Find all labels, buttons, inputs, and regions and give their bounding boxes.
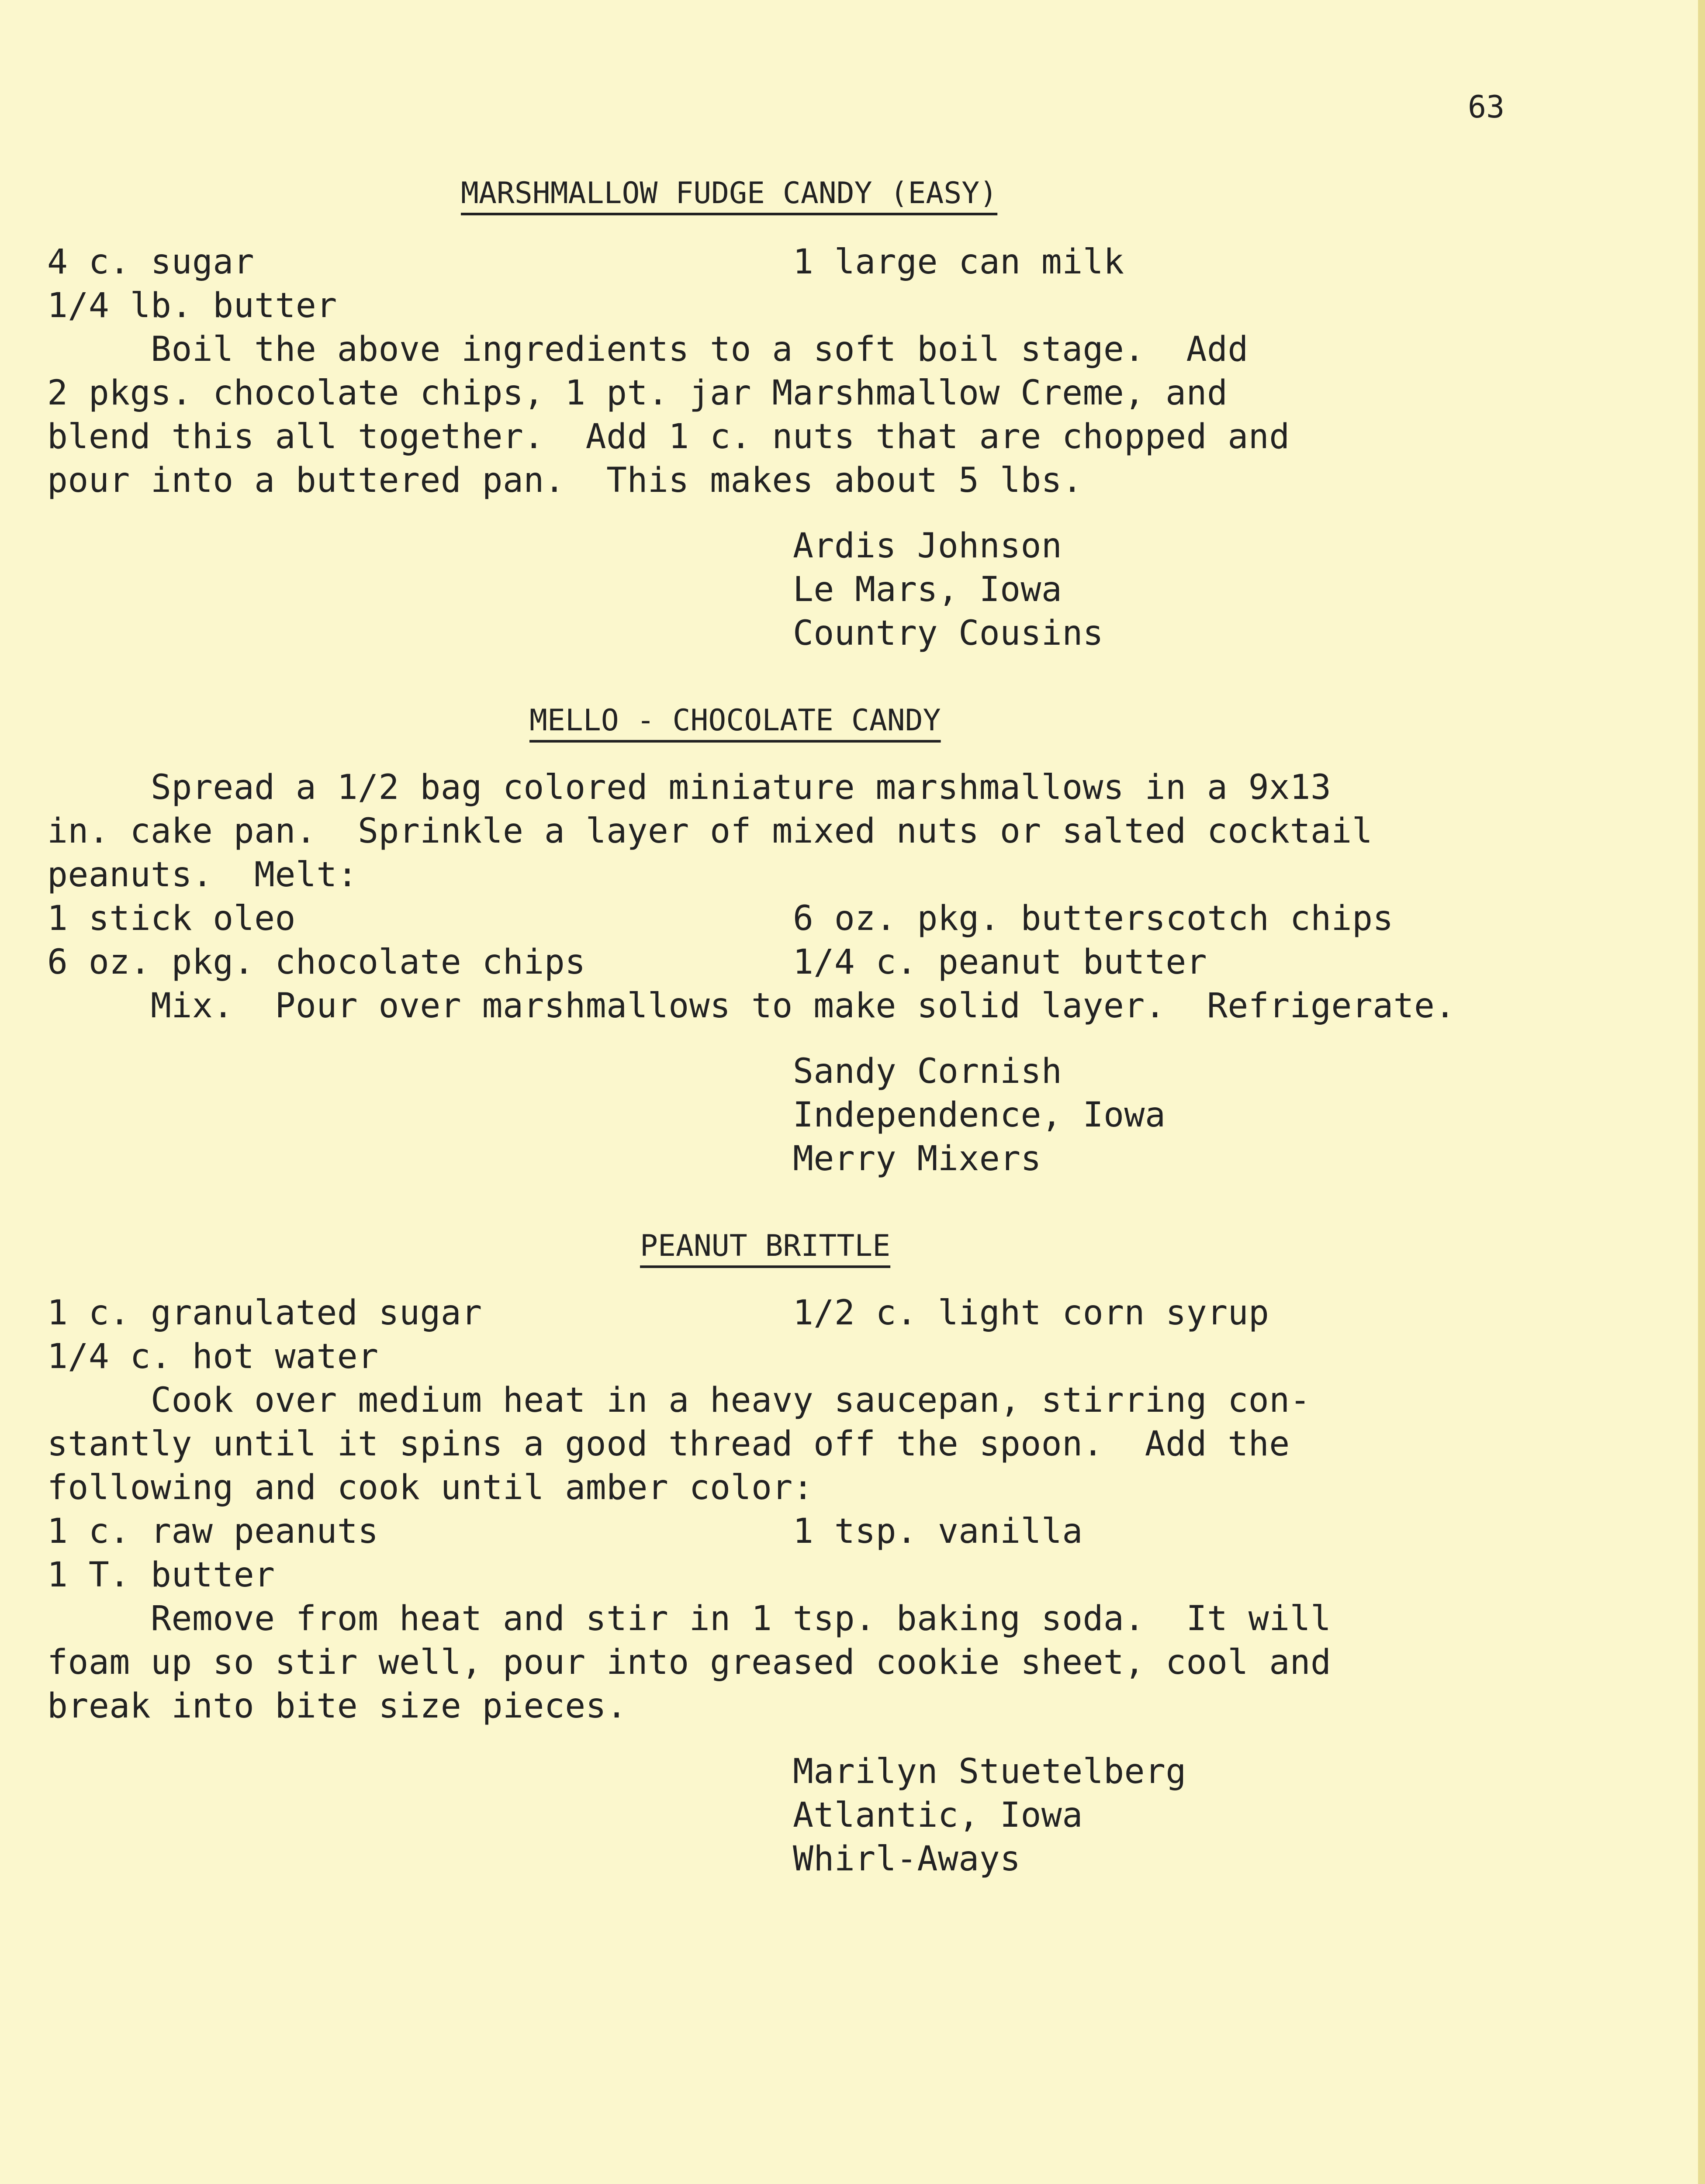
ingredient: 1 c. granulated sugar: [47, 1293, 482, 1333]
contributor-club: Merry Mixers: [793, 1139, 1041, 1178]
page-edge: [1698, 0, 1705, 2184]
ingredient: 1/4 c. peanut butter: [793, 943, 1207, 982]
contributor-name: Marilyn Stuetelberg: [793, 1752, 1186, 1791]
ingredient: 1 large can milk: [793, 242, 1124, 282]
direction-line: Boil the above ingredients to a soft boil stage. Add: [47, 330, 1248, 369]
intro-line: peanuts. Melt:: [47, 855, 358, 895]
contributor-location: Independence, Iowa: [793, 1095, 1166, 1135]
direction-line: break into bite size pieces.: [47, 1686, 627, 1726]
direction-line: blend this all together. Add 1 c. nuts that are chopped and: [47, 417, 1290, 456]
ingredient: 1 stick oleo: [47, 899, 296, 938]
direction-line: Mix. Pour over marshmallows to make solid layer. Refrigerate.: [47, 986, 1456, 1026]
contributor-location: Le Mars, Iowa: [793, 570, 1062, 609]
direction-line: 2 pkgs. chocolate chips, 1 pt. jar Marshmallow Creme, and: [47, 373, 1228, 413]
ingredient: 1/4 c. hot water: [47, 1337, 379, 1376]
ingredient: 6 oz. pkg. chocolate chips: [47, 943, 586, 982]
ingredient: 1 T. butter: [47, 1555, 275, 1595]
ingredient: 1 c. raw peanuts: [47, 1512, 379, 1551]
page-number: 63: [1468, 89, 1505, 125]
recipe-title: MARSHMALLOW FUDGE CANDY (EASY): [461, 176, 998, 211]
direction-line: stantly until it spins a good thread off the spoon. Add the: [47, 1424, 1290, 1464]
intro-line: Spread a 1/2 bag colored miniature marshmallows in a 9x13: [47, 768, 1331, 807]
contributor-name: Sandy Cornish: [793, 1052, 1062, 1091]
contributor-name: Ardis Johnson: [793, 526, 1062, 566]
contributor-club: Country Cousins: [793, 614, 1104, 653]
intro-line: in. cake pan. Sprinkle a layer of mixed nuts or salted cocktail: [47, 812, 1373, 851]
ingredient: 4 c. sugar: [47, 242, 255, 282]
ingredient: 1/2 c. light corn syrup: [793, 1293, 1269, 1333]
ingredient: 1/4 lb. butter: [47, 286, 337, 325]
direction-line: pour into a buttered pan. This makes about 5 lbs.: [47, 461, 1083, 500]
recipe-title: MELLO - CHOCOLATE CANDY: [529, 703, 941, 738]
direction-line: Cook over medium heat in a heavy saucepan, stirring con-: [47, 1381, 1311, 1420]
direction-line: following and cook until amber color:: [47, 1468, 814, 1507]
direction-line: foam up so stir well, pour into greased cookie sheet, cool and: [47, 1643, 1331, 1682]
direction-line: Remove from heat and stir in 1 tsp. baking soda. It will: [47, 1599, 1331, 1638]
ingredient: 6 oz. pkg. butterscotch chips: [793, 899, 1394, 938]
contributor-location: Atlantic, Iowa: [793, 1796, 1083, 1835]
recipe-title: PEANUT BRITTLE: [640, 1229, 891, 1263]
ingredient: 1 tsp. vanilla: [793, 1512, 1083, 1551]
contributor-club: Whirl-Aways: [793, 1839, 1021, 1879]
